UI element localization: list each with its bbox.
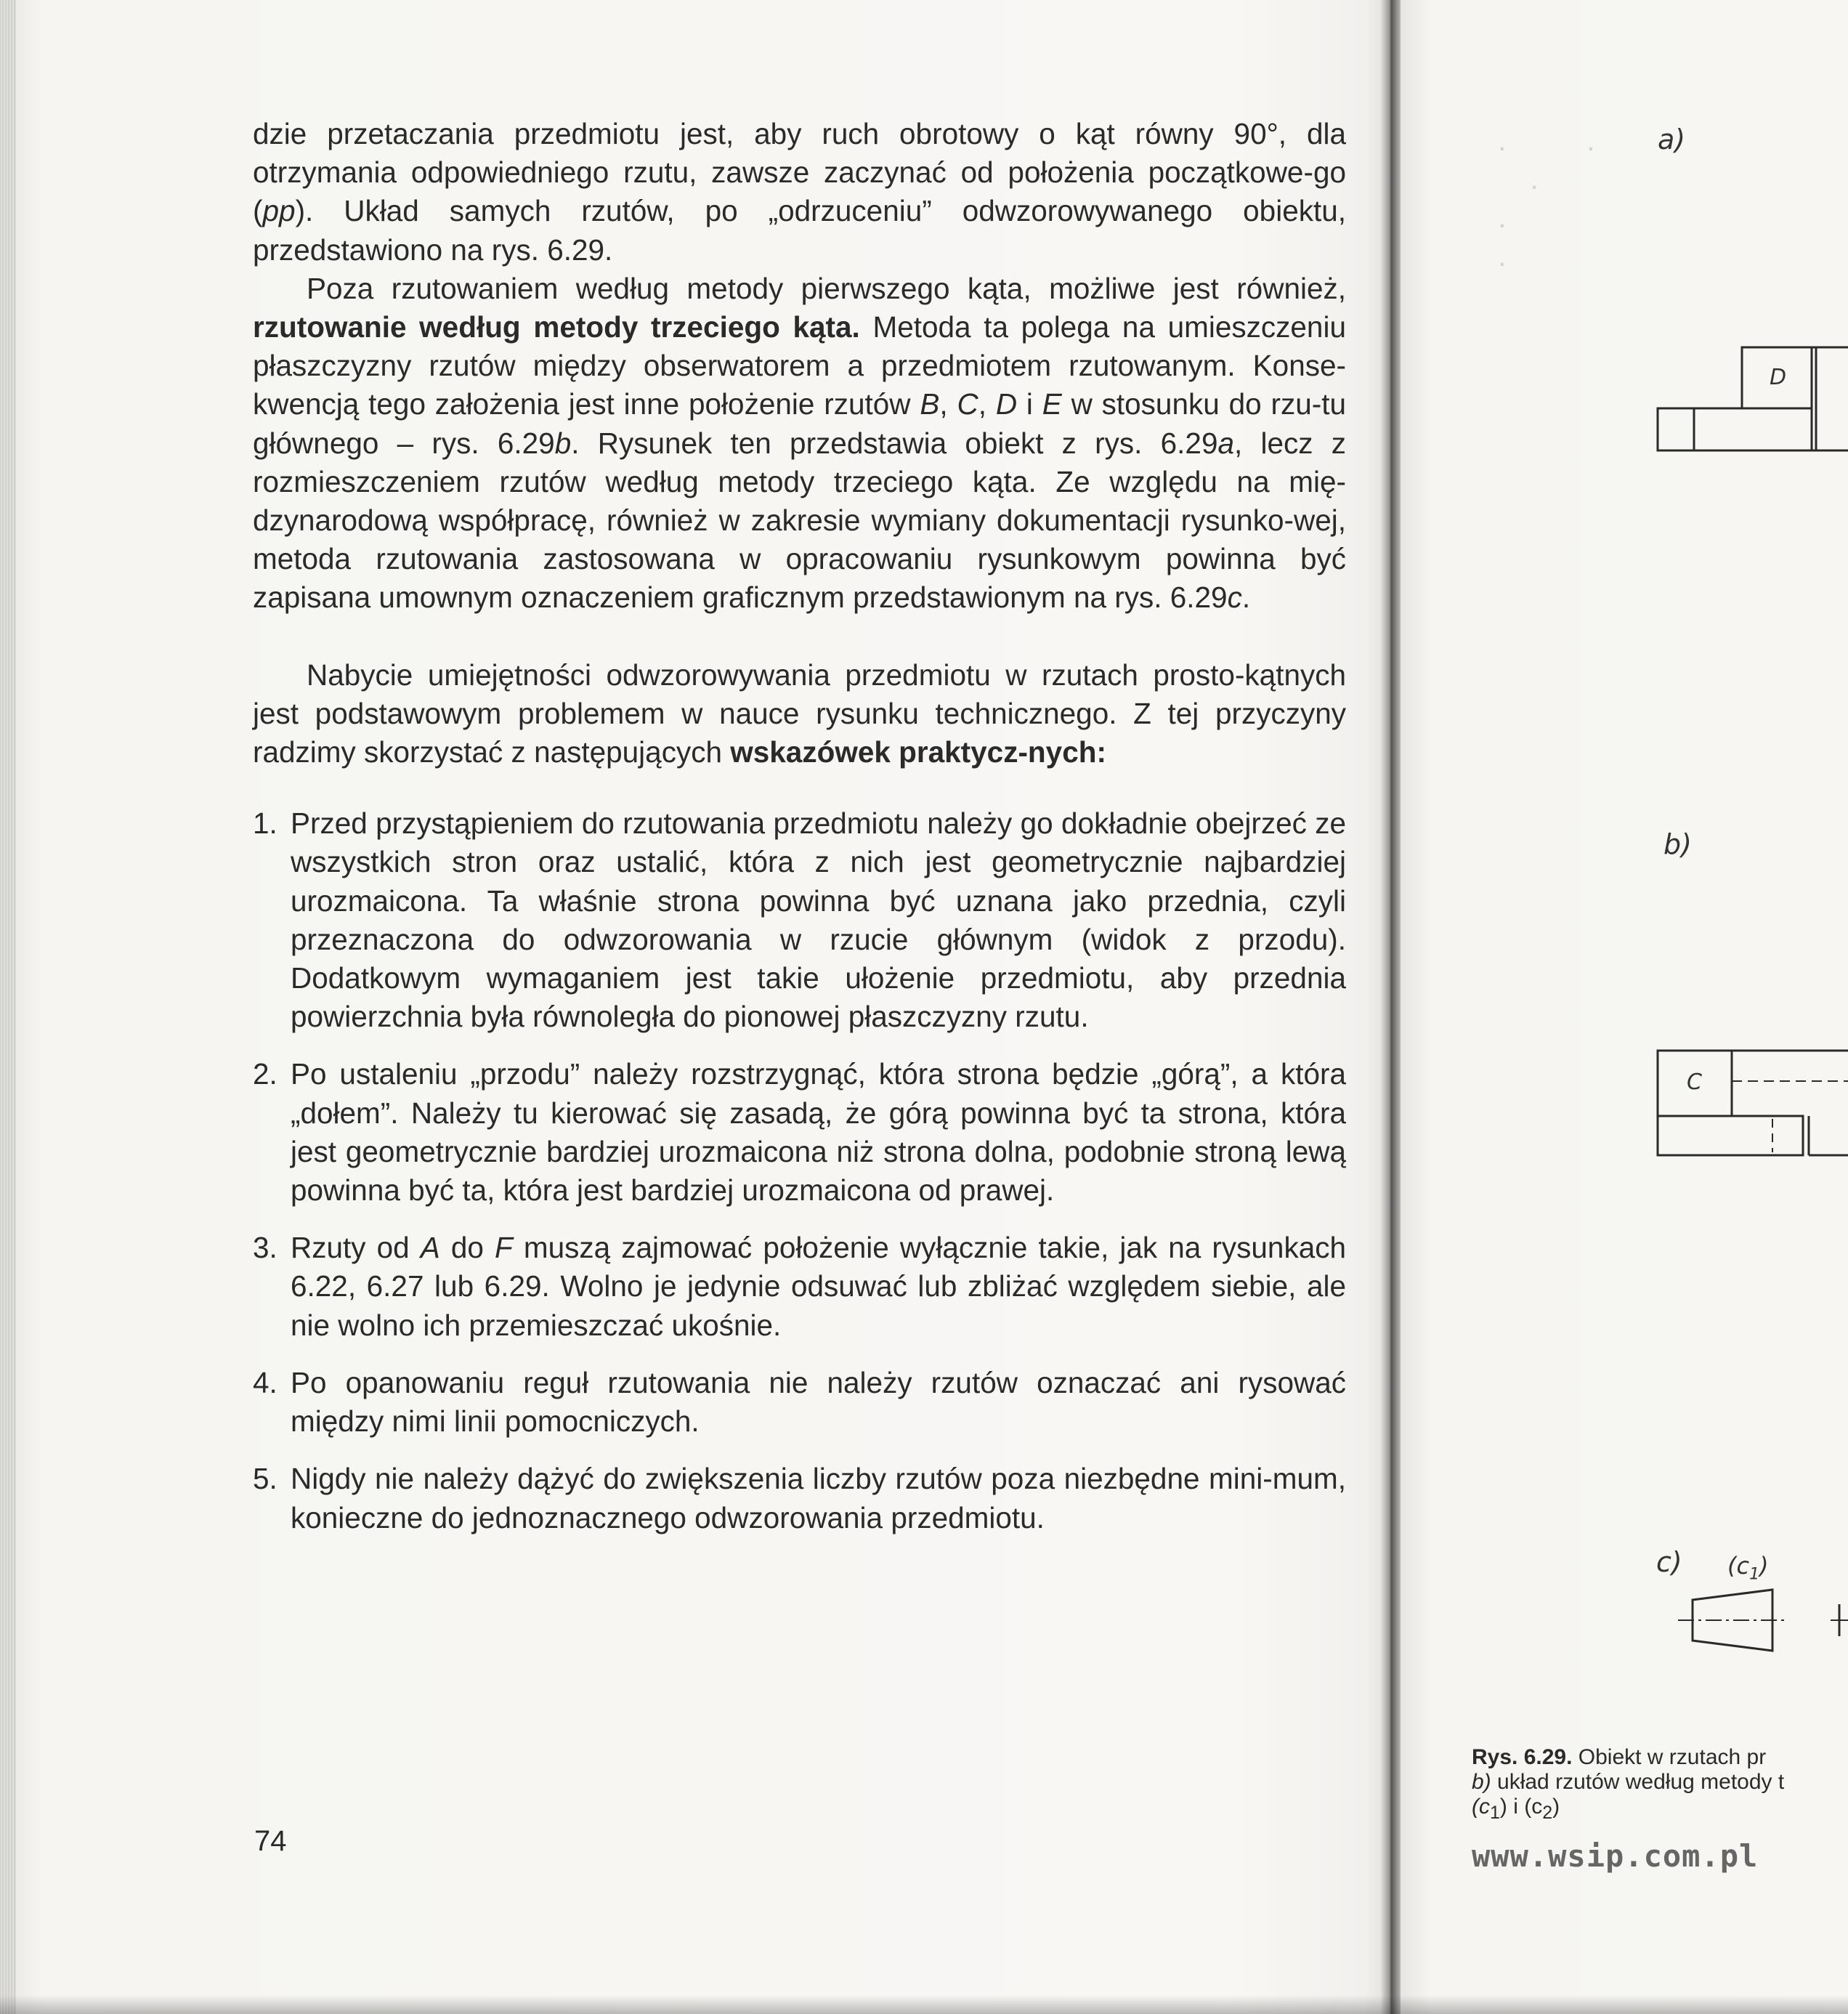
figure-label-b: b) [1663, 828, 1692, 860]
show-through-text: . . . . . [1498, 125, 1595, 272]
figure-a-drawing [1656, 341, 1848, 458]
publisher-website: www.wsip.com.pl [1472, 1838, 1759, 1874]
list-item: 5. Nigdy nie należy dążyć do zwiększenia liczby rzutów poza niezbędne mini-mum, konieczne do jednoznacznego odwzorowania przedmiotu. [253, 1462, 1346, 1534]
right-page [1401, 0, 1848, 2014]
figure-b-drawing [1656, 1046, 1848, 1162]
list-item: 4. Po opanowaniu reguł rzutowania nie należy rzutów oznaczać ani rysować między nimi linii pomocniczych. [253, 1365, 1346, 1439]
view-label-d: D [1770, 365, 1787, 390]
figure-label-c1: $(c_1)$ [1727, 1552, 1769, 1584]
figure-label-c: c) [1656, 1546, 1682, 1578]
view-label-c: C [1687, 1069, 1702, 1095]
body-text [253, 115, 1346, 1556]
projection-symbol-drawing [1678, 1584, 1848, 1657]
paragraph-2: Poza rzutowaniem według metody pierwszego kąta, możliwe jest również, rzutowanie według metody trzeciego kąta. Metoda ta polega na umieszczeniu płaszczyzny rzutów między obserwatorem a przedmiotem rzutowanym. Konse-kwencją tego założenia jest inne położenie rzutów B, C, D i E w stosunku do rzu-tu głównego – rys. 6.29b. Rysunek ten przedstawia obiekt z rys. 6.29a, lecz z rozmieszczeniem rzutów według metody trzeciego kąta. Ze względu na mię-dzynarodową współpracę, również w zakresie wymiany dokumentacji rysunko-wej, metoda rzutowania zastosowana w opracowaniu rysunkowym powinna być zapisana umownym oznaczeniem graficznym przedstawionym na rys. 6.29c. [253, 271, 1346, 615]
caption-line-3: $(c_1)$ i $(c_2)$ [1472, 1795, 1560, 1823]
caption-line-2: b) układ rzutów według metody t [1472, 1770, 1785, 1794]
paragraph-1: dzie przetaczania przedmiotu jest, aby ruch obrotowy o kąt równy 90°, dla otrzymania odpowiedniego rzutu, zawsze zaczynać od położenia początkowe-go (pp). Układ samych rzutów, po „odrzuceniu” odwzorowywanego obiektu, przedstawiono na rys. 6.29. [253, 117, 1346, 267]
page-stack-edge [0, 0, 16, 2014]
figure-label-a: a) [1658, 124, 1686, 155]
list-item: 2. Po ustaleniu „przodu” należy rozstrzygnąć, która strona będzie „górą”, a która „dołem”. Należy tu kierować się zasadą, że górą powinna być ta strona, która jest geometrycznie bardziej urozmaicona niż strona dolna, podobnie stroną lewą powinna być ta, która jest bardziej urozmaicona od prawej. [253, 1057, 1346, 1208]
tips-list [253, 804, 1346, 1537]
caption-line-1: Rys. 6.29. Obiekt w rzutach pr [1472, 1745, 1767, 1769]
book-gutter [1380, 0, 1401, 2014]
figure-caption [1472, 1745, 1848, 1825]
list-item: 1. Przed przystąpieniem do rzutowania przedmiotu należy go dokładnie obejrzeć ze wszystkich stron oraz ustalić, która z nich jest geometrycznie najbardziej urozmaicona. Ta właśnie strona powinna być uznana jako przednia, czyli przeznaczona do odwzorowania w rzucie głównym (widok z przodu). Dodatkowym wymaganiem jest takie ułożenie przedmiotu, aby przednia powierzchnia była równoległa do pionowej płaszczyzny rzutu. [253, 806, 1346, 1034]
page-number: 74 [254, 1825, 287, 1857]
list-item: 3. Rzuty od A do F muszą zajmować położenie wyłącznie takie, jak na rysunkach 6.22, 6.27 lub 6.29. Wolno je jedynie odsuwać lub zbliżać względem siebie, ale nie wolno ich przemieszczać ukośnie. [253, 1231, 1346, 1342]
bottom-edge-shadow [0, 1995, 1848, 2014]
paragraph-3: Nabycie umiejętności odwzorowywania przedmiotu w rzutach prosto-kątnych jest podstawowym problemem w nauce rysunku technicznego. Z tej przyczyny radzimy skorzystać z następujących wskazówek praktycz-nych: [253, 658, 1346, 769]
